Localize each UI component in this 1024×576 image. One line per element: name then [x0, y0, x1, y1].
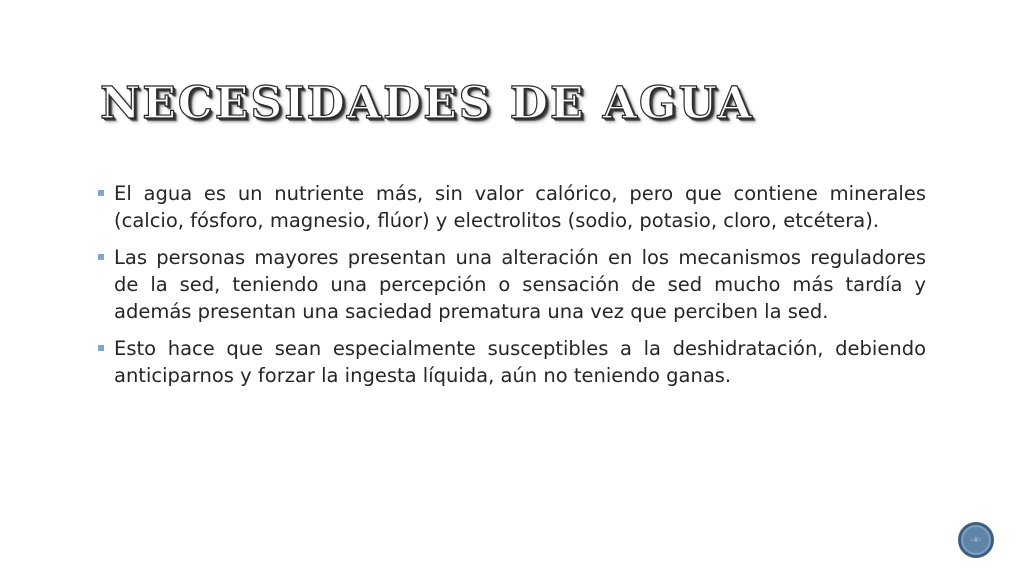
page-number: ‹#› — [970, 536, 982, 544]
bullet-text: Las personas mayores presentan una alteración en los mecanismos reguladores de la sed, teniendo una percepción o sensación de sed mucho más tardía y además presentan una saciedad prematura una vez que perciben la sed. — [114, 246, 926, 323]
page-number-badge — [958, 522, 994, 558]
slide-title: NECESIDADES DE AGUA — [100, 78, 754, 129]
bullet-text: Esto hace que sean especialmente susceptibles a la deshidratación, debiendo anticiparnos y forzar la ingesta líquida, aún no teniendo ganas. — [114, 337, 926, 387]
bullet-item — [96, 335, 926, 389]
square-bullet-icon — [98, 345, 104, 351]
bullet-item — [96, 244, 926, 325]
bullet-text: El agua es un nutriente más, sin valor calórico, pero que contiene minerales (calcio, fósforo, magnesio, flúor) y electrolitos (sodio, potasio, cloro, etcétera). — [114, 182, 926, 232]
square-bullet-icon — [98, 254, 104, 260]
square-bullet-icon — [98, 190, 104, 196]
bullet-list — [96, 180, 926, 399]
bullet-item — [96, 180, 926, 234]
